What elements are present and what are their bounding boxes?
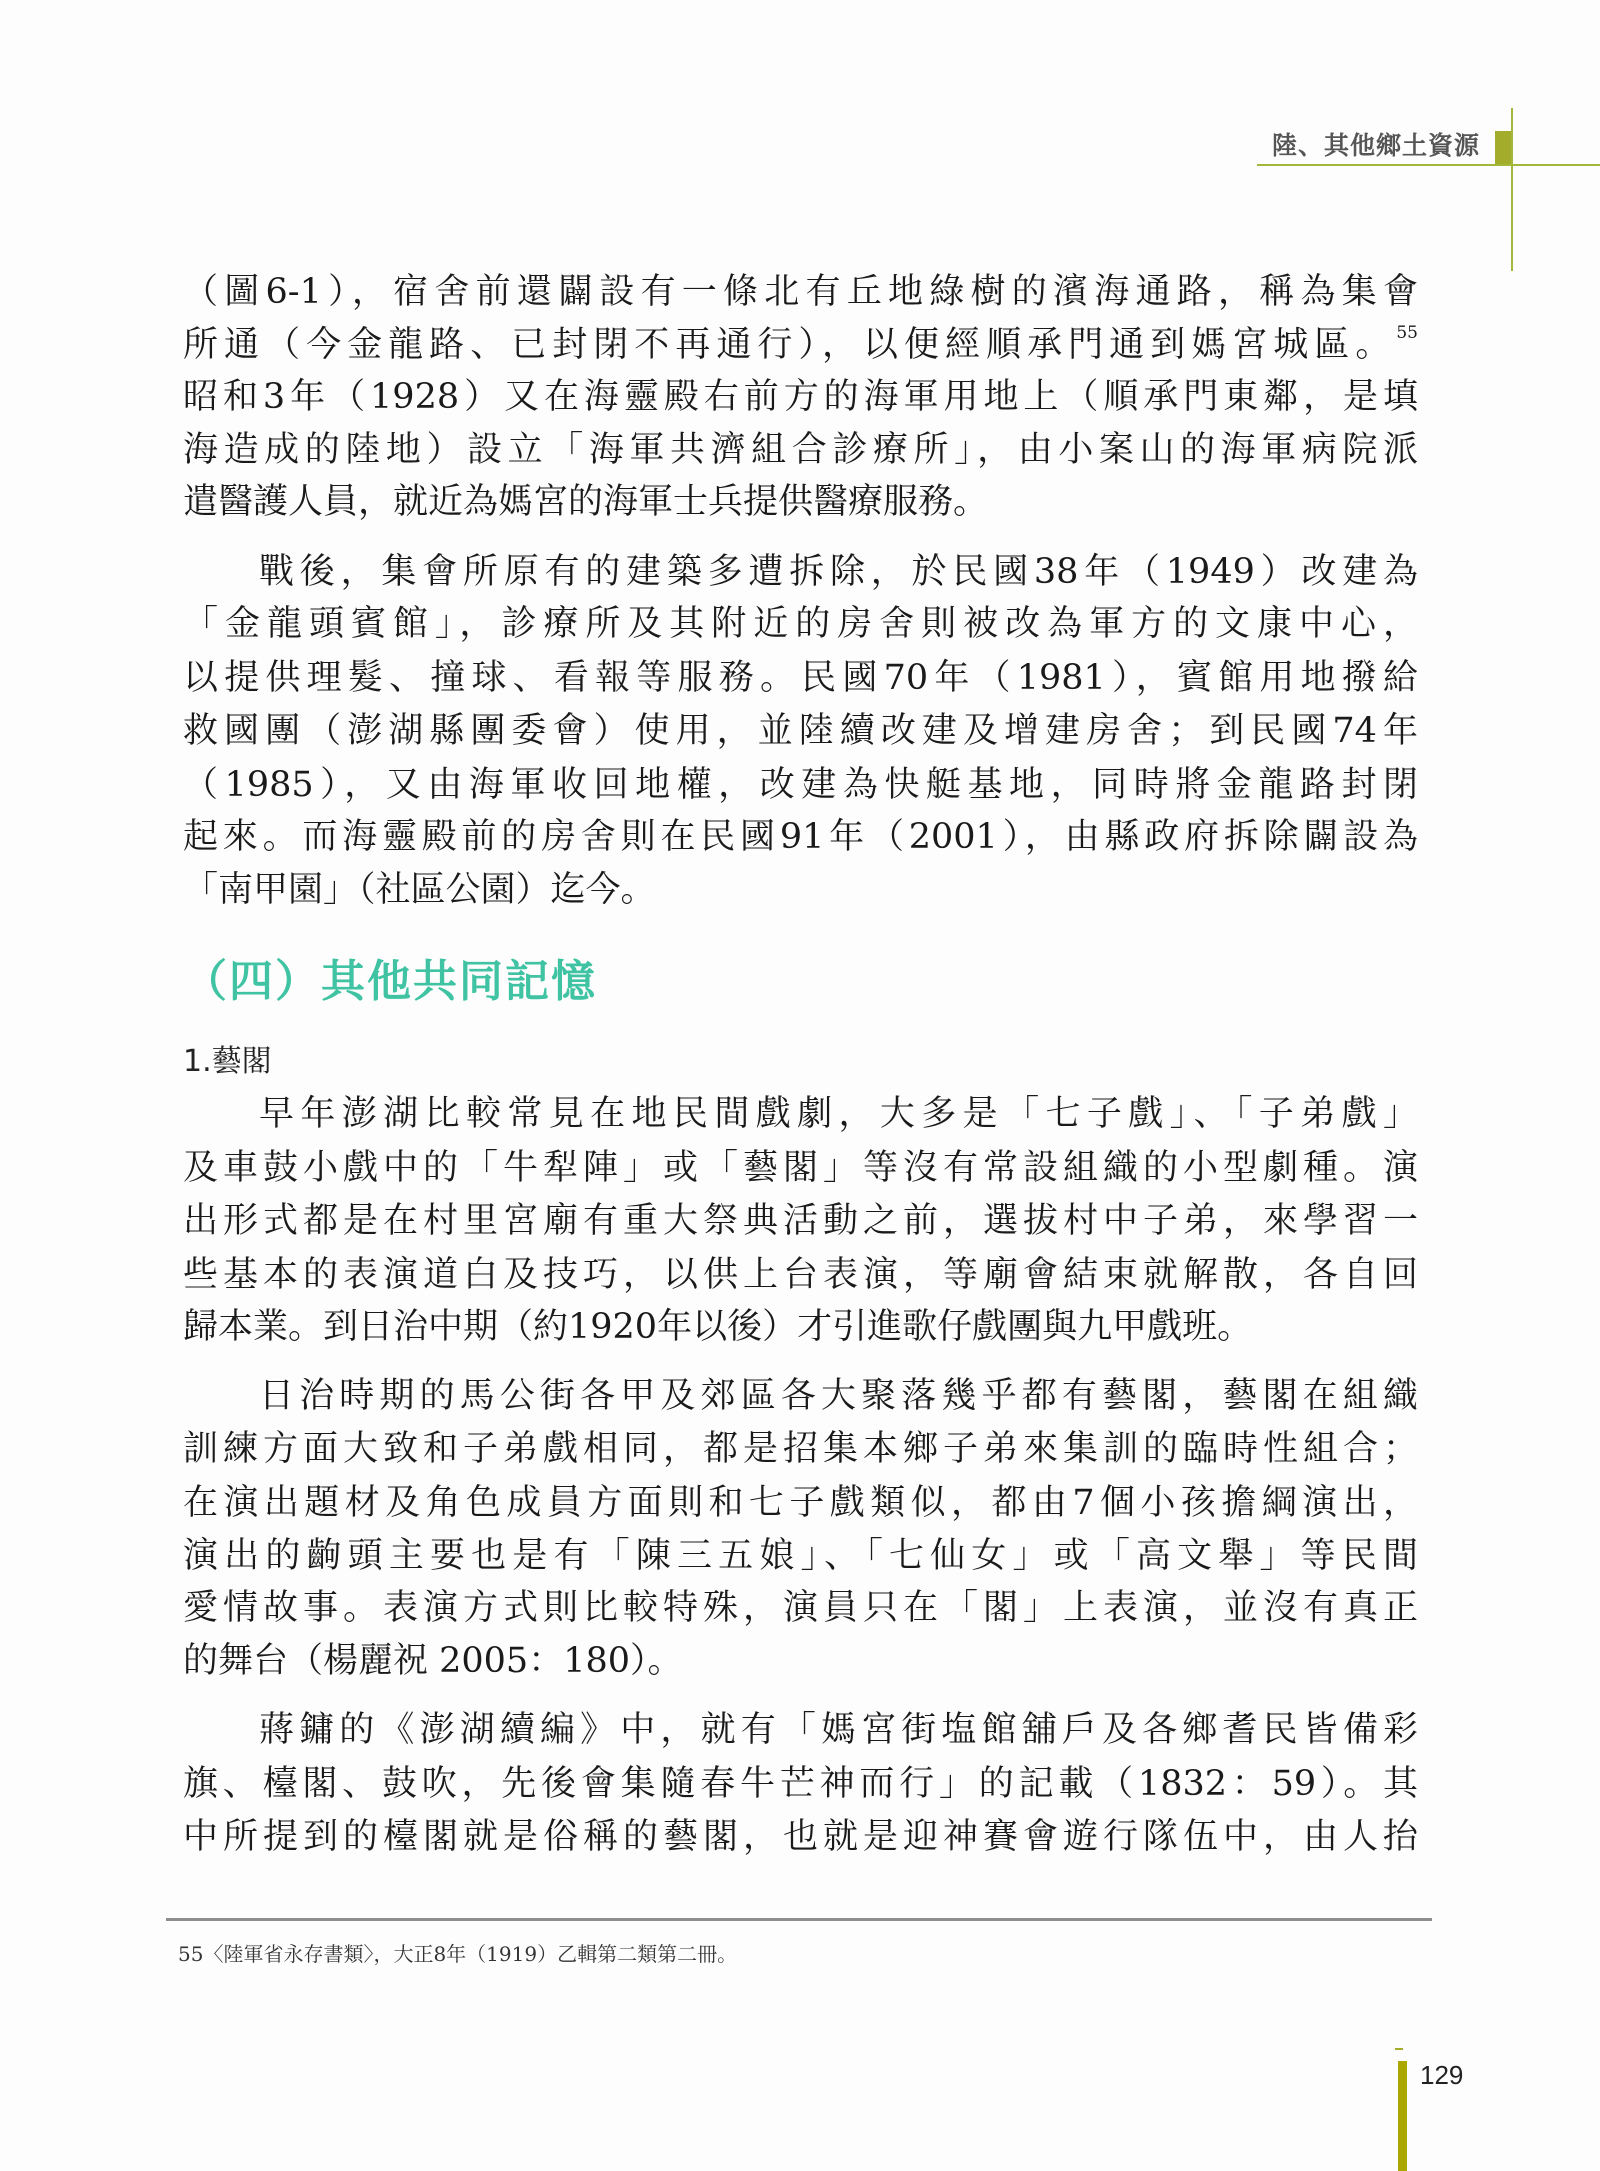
text-line-content: 中所提到的檯閣就是俗稱的藝閣，也就是迎神賽會遊行隊伍中，由人抬: [183, 1817, 1418, 1857]
text-line-content: 早年澎湖比較常見在地民間戲劇，大多是「七子戲」、「子弟戲」: [259, 1094, 1418, 1134]
text-line: [259, 1088, 1418, 1141]
text-line-content: 訓練方面大致和子弟戲相同，都是招集本鄉子弟來集訓的臨時性組合；: [183, 1429, 1418, 1469]
text-line: [183, 1477, 1418, 1530]
text-line-content: （圖6-1），宿舍前還闢設有一條北有丘地綠樹的濱海通路，稱為集會: [183, 272, 1418, 312]
page-number: 129: [1420, 2060, 1464, 2090]
subsection-heading: 1.藝閣: [183, 1044, 272, 1079]
text-line: [183, 1530, 1418, 1583]
text-line-content: 歸本業。到日治中期（約1920年以後）才引進歌仔戲團與九甲戲班。: [183, 1307, 1253, 1347]
text-line: [183, 1195, 1418, 1248]
footnote: 55〈陸軍省永存書類〉，大正8年（1919）乙輯第二類第二冊。: [178, 1942, 738, 1966]
text-line: [259, 1370, 1418, 1423]
text-line: [183, 424, 1418, 477]
text-line: [183, 1758, 1418, 1811]
page-number-bar: [1398, 2061, 1407, 2171]
text-line-content: 演出的齣頭主要也是有「陳三五娘」、「七仙女」或「高文舉」等民間: [183, 1536, 1418, 1576]
text-line-content: （1985），又由海軍收回地權，改建為快艇基地，同時將金龍路封閉: [183, 765, 1418, 805]
text-line: [259, 546, 1418, 599]
header-vertical-rule: [1511, 108, 1513, 271]
text-line-content: 的舞台（楊麗祝 2005：180）。: [183, 1641, 683, 1681]
text-line: [183, 598, 1418, 651]
text-line: [183, 1301, 1418, 1354]
text-line: [183, 864, 1418, 917]
footnote-divider: [166, 1918, 1432, 1921]
text-line-content: 出形式都是在村里宮廟有重大祭典活動之前，選拔村中子弟，來學習一: [183, 1201, 1418, 1241]
text-line: [183, 705, 1418, 758]
text-line: [183, 811, 1418, 864]
text-line-content: 些基本的表演道白及技巧，以供上台表演，等廟會結束就解散，各自回: [183, 1255, 1418, 1295]
text-line: [183, 319, 1418, 372]
text-line-content: 所通（今金龍路、已封閉不再通行），以便經順承門通到媽宮城區。: [183, 325, 1397, 365]
text-line-content: 旗、檯閣、鼓吹，先後會集隨春牛芒神而行」的記載（1832：59）。其: [183, 1764, 1418, 1804]
text-line-content: 遣醫護人員，就近為媽宮的海軍士兵提供醫療服務。: [183, 482, 989, 522]
text-line-content: 海造成的陸地）設立「海軍共濟組合診療所」，由小案山的海軍病院派: [183, 430, 1418, 470]
text-line: [183, 476, 1418, 529]
text-line: [183, 1249, 1418, 1302]
text-line: [183, 1635, 1418, 1688]
text-line: [183, 652, 1418, 705]
text-line-content: 日治時期的馬公街各甲及郊區各大聚落幾乎都有藝閣，藝閣在組織: [259, 1376, 1418, 1416]
text-line-content: 愛情故事。表演方式則比較特殊，演員只在「閣」上表演，並沒有真正: [183, 1588, 1418, 1628]
text-line: [183, 1142, 1418, 1195]
text-line-content: 以提供理髮、撞球、看報等服務。民國70年（1981），賓館用地撥給: [183, 658, 1418, 698]
footnote-reference[interactable]: 55: [1396, 323, 1418, 343]
text-line: [183, 1582, 1418, 1635]
text-line: [183, 266, 1418, 319]
text-line-content: 戰後，集會所原有的建築多遭拆除，於民國38年（1949）改建為: [259, 552, 1418, 592]
text-line: [259, 1704, 1418, 1757]
text-line: [183, 759, 1418, 812]
header-rule: [1257, 164, 1600, 166]
text-line-content: 「南甲園」（社區公園）迄今。: [183, 870, 656, 910]
page-number-bar-cap: [1395, 2048, 1403, 2050]
running-header: 陸、其他鄉土資源: [1271, 131, 1480, 160]
text-line-content: 在演出題材及角色成員方面則和七子戲類似，都由7個小孩擔綱演出，: [183, 1483, 1418, 1523]
text-line-content: 蔣鏞的《澎湖續編》中，就有「媽宮街塩館舖戶及各鄉耆民皆備彩: [259, 1710, 1418, 1750]
section-heading: （四）其他共同記憶: [183, 956, 597, 1007]
header-marker: [1495, 131, 1511, 164]
text-line-content: 「金龍頭賓館」，診療所及其附近的房舍則被改為軍方的文康中心，: [183, 604, 1418, 644]
text-line-content: 救國團（澎湖縣團委會）使用，並陸續改建及增建房舍；到民國74年: [183, 711, 1418, 751]
text-line-content: 及車鼓小戲中的「牛犁陣」或「藝閣」等沒有常設組織的小型劇種。演: [183, 1148, 1418, 1188]
text-line: [183, 371, 1418, 424]
text-line-content: 昭和3年（1928）又在海靈殿右前方的海軍用地上（順承門東鄰，是填: [183, 377, 1418, 417]
text-line-content: 起來。而海靈殿前的房舍則在民國91年（2001），由縣政府拆除闢設為: [183, 817, 1418, 857]
text-line: [183, 1423, 1418, 1476]
text-line: [183, 1811, 1418, 1864]
